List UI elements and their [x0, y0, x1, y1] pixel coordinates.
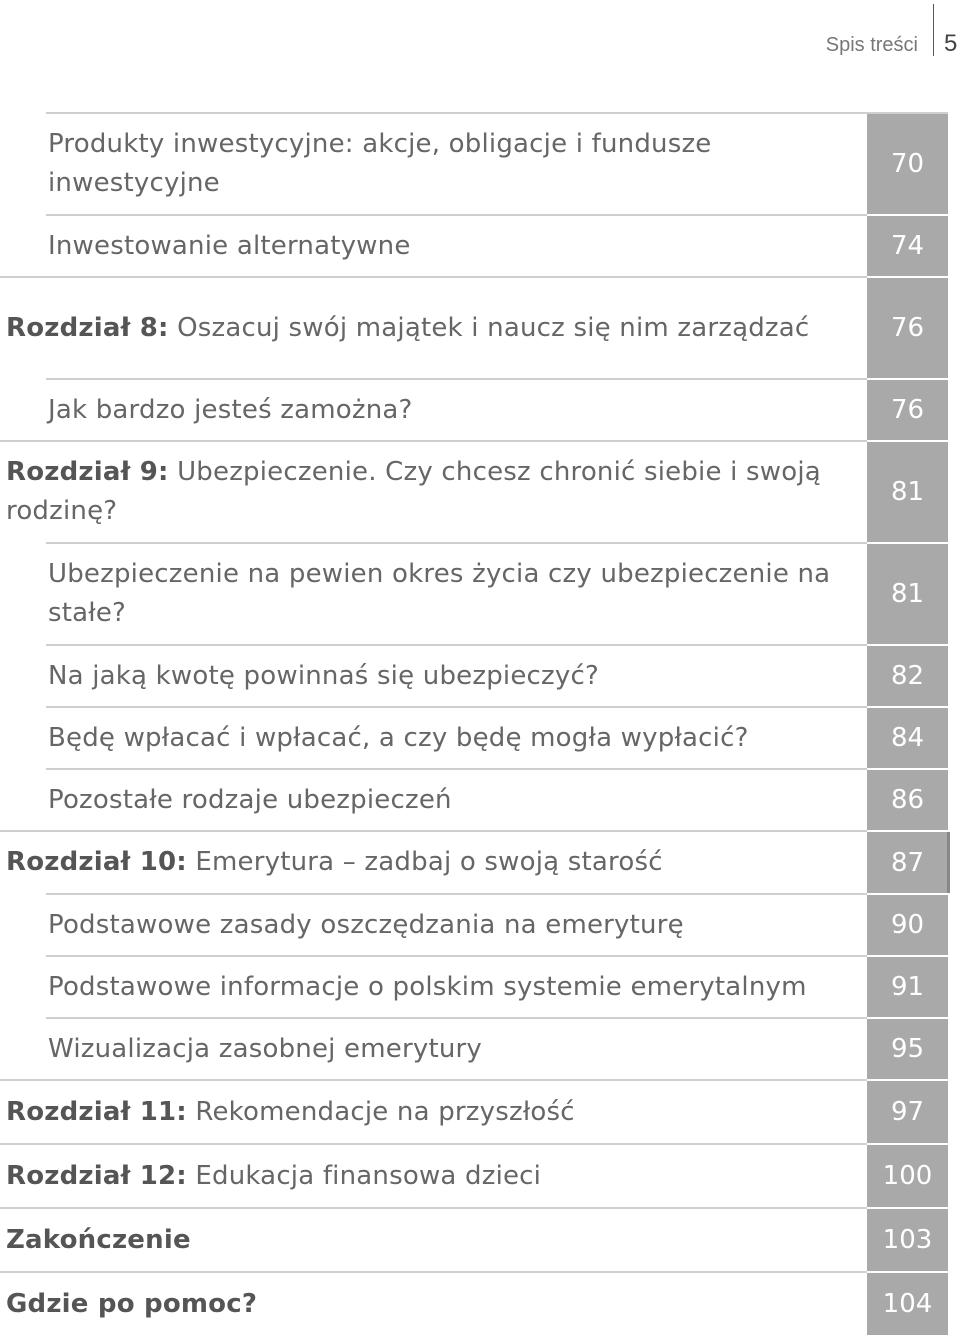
toc-entry-title [46, 555, 838, 633]
toc-entry-text [0, 1207, 867, 1271]
toc-entry[interactable] [0, 1207, 948, 1271]
table-of-contents [0, 112, 948, 1335]
toc-page-number: 87 [867, 830, 948, 893]
toc-entry[interactable] [0, 276, 948, 378]
toc-entry-title [0, 309, 826, 348]
entry-title: Edukacja finansowa dzieci [195, 1160, 542, 1191]
entry-title: Inwestowanie alternatywne [48, 230, 411, 261]
toc-entry-title [46, 391, 838, 430]
page-number: 5 [944, 30, 958, 57]
toc-page-number: 82 [867, 644, 948, 706]
toc-entry-text [46, 644, 867, 706]
toc-page-number: 70 [867, 112, 948, 214]
toc-entry[interactable] [0, 1143, 948, 1207]
chapter-number: Rozdział 12: [6, 1160, 187, 1191]
entry-title: Podstawowe informacje o polskim systemie emerytalnym [48, 971, 807, 1002]
toc-entry[interactable] [0, 893, 948, 955]
toc-entry-title [46, 1030, 838, 1069]
toc-entry-title [0, 843, 826, 882]
toc-page-number: 97 [867, 1079, 948, 1143]
toc-entry-title [46, 781, 838, 820]
toc-entry[interactable] [0, 644, 948, 706]
page-header [0, 0, 960, 70]
entry-title: Wizualizacja zasobnej emerytury [48, 1033, 483, 1064]
entry-title: Jak bardzo jesteś zamożna? [48, 394, 413, 425]
toc-page-number: 84 [867, 706, 948, 768]
toc-entry-text [46, 378, 867, 440]
toc-entry-text [46, 112, 867, 214]
toc-entry[interactable] [0, 378, 948, 440]
entry-title: Podstawowe zasady oszczędzania na emeryturę [48, 909, 684, 940]
toc-entry-text [46, 214, 867, 276]
toc-entry-text [46, 893, 867, 955]
toc-entry-title [0, 1093, 826, 1132]
toc-page-number: 95 [867, 1017, 948, 1079]
toc-entry-title [46, 968, 838, 1007]
toc-entry-title [46, 125, 838, 203]
toc-entry-text [46, 768, 867, 830]
toc-entry[interactable] [0, 440, 948, 542]
toc-entry-text [46, 1017, 867, 1079]
header-divider [933, 4, 934, 56]
toc-page-number: 81 [867, 542, 948, 644]
chapter-number: Rozdział 9: [6, 457, 169, 487]
toc-entry-text [0, 440, 867, 542]
toc-page-number: 74 [867, 214, 948, 276]
toc-entry-text [0, 1143, 867, 1207]
toc-page-number: 104 [867, 1271, 948, 1335]
entry-title: Będę wpłacać i wpłacać, a czy będę mogła wypłacić? [48, 722, 749, 753]
toc-entry[interactable] [0, 830, 948, 893]
toc-entry[interactable] [0, 768, 948, 830]
toc-entry-title [46, 227, 838, 266]
entry-title: Oszacuj swój majątek i naucz się nim zarządzać [177, 312, 810, 343]
toc-entry[interactable] [0, 112, 948, 214]
toc-entry-text [0, 1271, 867, 1335]
entry-title: Rekomendacje na przyszłość [195, 1096, 575, 1127]
chapter-number: Zakończenie [6, 1224, 191, 1255]
toc-entry[interactable] [0, 706, 948, 768]
toc-entry[interactable] [0, 1017, 948, 1079]
toc-entry-text [46, 955, 867, 1017]
entry-title: Na jaką kwotę powinnaś się ubezpieczyć? [48, 660, 599, 691]
toc-entry[interactable] [0, 214, 948, 276]
toc-page-number: 76 [867, 276, 948, 378]
toc-entry[interactable] [0, 1271, 948, 1335]
toc-entry-title [46, 719, 838, 758]
toc-entry-title [0, 1221, 826, 1260]
toc-entry-title [46, 906, 838, 945]
toc-page-number: 86 [867, 768, 948, 830]
entry-title: Ubezpieczenie na pewien okres życia czy ubezpieczenie na stałe? [48, 559, 831, 628]
toc-page-number: 100 [867, 1143, 948, 1207]
toc-entry-title [0, 453, 826, 531]
toc-page-number: 90 [867, 893, 948, 955]
toc-entry-title [46, 657, 838, 696]
toc-entry-text [46, 706, 867, 768]
chapter-number: Rozdział 11: [6, 1096, 187, 1127]
edge-marker [947, 832, 950, 893]
toc-page-number: 81 [867, 440, 948, 542]
toc-page-number: 91 [867, 955, 948, 1017]
entry-title: Emerytura – zadbaj o swoją starość [195, 847, 663, 877]
entry-title: Produkty inwestycyjne: akcje, obligacje i fundusze inwestycyjne [48, 129, 712, 198]
toc-page-number: 76 [867, 378, 948, 440]
toc-entry-text [0, 830, 867, 893]
toc-entry[interactable] [0, 542, 948, 644]
toc-entry-text [0, 1079, 867, 1143]
chapter-number: Gdzie po pomoc? [6, 1288, 258, 1319]
running-header-title: Spis treści [825, 34, 918, 56]
toc-entry-title [0, 1157, 826, 1196]
toc-entry[interactable] [0, 955, 948, 1017]
entry-title: Pozostałe rodzaje ubezpieczeń [48, 784, 452, 815]
entry-title: Ubezpieczenie. Czy chcesz chronić siebie i swoją rodzinę? [6, 457, 821, 526]
toc-page-number: 103 [867, 1207, 948, 1271]
toc-entry[interactable] [0, 1079, 948, 1143]
chapter-number: Rozdział 10: [6, 847, 187, 877]
toc-entry-text [46, 542, 867, 644]
toc-entry-text [0, 276, 867, 378]
chapter-number: Rozdział 8: [6, 312, 169, 343]
toc-entry-title [0, 1285, 826, 1324]
